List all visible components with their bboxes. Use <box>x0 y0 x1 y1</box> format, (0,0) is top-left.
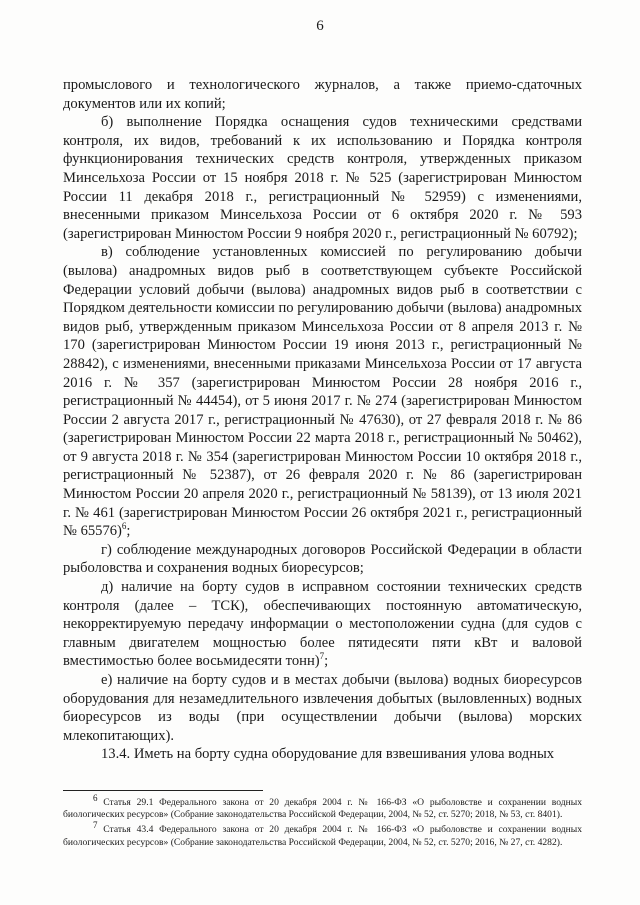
paragraph-v-tail: ; <box>126 523 131 540</box>
body-text <box>63 76 582 764</box>
paragraph-d-text: д) наличие на борту судов в исправном состоянии технических средств контроля (далее – ТСК), обеспечивающих постоянную автоматическую, некорректируемую передачу информации о местоположении судна (для судов с главным двигателем мощностью более пятидесяти пяти кВт и валовой вместимостью более восьмидесяти тонн) <box>63 579 582 670</box>
footnote-6-text: Статья 29.1 Федерального закона от 20 декабря 2004 г. № 166-ФЗ «О рыболовстве и сохранении водных биологических ресурсов» (Собрание законодательства Российской Федерации, 2004, № 52, ст. 5270; 2018, № 53, ст. 8401). <box>63 797 582 821</box>
footnote-ref-7[interactable]: 7 <box>319 651 325 662</box>
footnote-mark-7: 7 <box>93 820 98 831</box>
paragraph-b: б) выполнение Порядка оснащения судов техническими средствами контроля, их видов, требований к их использованию и Порядка контроля функционирования технических средств контроля, утвержденных приказом Минсельхоза России от 15 ноября 2018 г. № 525 (зарегистрирован Минюстом России 11 декабря 2018 г., регистрационный № 52959) с изменениями, внесенными приказом Минсельхоза России от 6 октября 2020 г. № 593 (зарегистрирован Минюстом России 9 ноября 2020 г., регистрационный № 60792); <box>63 114 582 242</box>
footnotes <box>63 792 582 852</box>
paragraph-g: г) соблюдение международных договоров Российской Федерации в области рыболовства и сохранения водных биоресурсов; <box>63 541 582 577</box>
page-number: 6 <box>316 18 324 34</box>
paragraph-13-4: 13.4. Иметь на борту судна оборудование для взвешивания улова водных <box>101 746 555 763</box>
paragraph-continuation: промыслового и технологического журналов, а также приемо-сдаточных документов или их копий; <box>63 77 582 112</box>
paragraph-v-text: в) соблюдение установленных комиссией по регулированию добычи (вылова) анадромных видов рыб в соответствующем субъекте Российской Федерации условий добычи (вылова) анадромных видов рыб в соответствии с Порядком деятельности комиссии по регулированию добычи (вылова) анадромных видов рыб, утвержденным приказом Минсельхоза России от 8 апреля 2013 г. № 170 (зарегистрирован Минюстом России 19 июня 2013 г., регистрационный № 28842), с изменениями, внесенными приказами Минсельхоза России от 17 августа 2016 г. № 357 (зарегистрирован Минюстом России 28 ноября 2016 г., регистрационный № 44454), от 5 июня 2017 г. № 274 (зарегистрирован Минюстом России 2 августа 2017 г., регистрационный № 47630), от 27 февраля 2018 г. № 86 (зарегистрирован Минюстом России 22 марта 2018 г., регистрационный № 50462), от 9 августа 2018 г. № 354 (зарегистрирован Минюстом России 10 октября 2018 г., регистрационный № 52387), от 26 февраля 2020 г. № 86 (зарегистрирован Минюстом России 20 апреля 2020 г., регистрационный № 58139), от 13 июля 2021 г. № 461 (зарегистрирован Минюстом России 26 октября 2021 г., регистрационный № 65576) <box>63 244 582 540</box>
paragraph-d <box>63 578 582 671</box>
paragraph-v <box>63 243 582 541</box>
footnote-divider <box>63 790 263 791</box>
footnote-6 <box>63 792 582 821</box>
footnote-mark-6: 6 <box>93 792 98 803</box>
paragraph-d-tail: ; <box>324 653 329 670</box>
footnote-ref-6[interactable]: 6 <box>121 521 127 532</box>
paragraph-e: е) наличие на борту судов и в местах добычи (вылова) водных биоресурсов оборудования для незамедлительного извлечения добытых (выловленных) водных биоресурсов из воды (при осуществлении добычи (вылова) морских млекопитающих). <box>63 672 582 744</box>
footnote-7-text: Статья 43.4 Федерального закона от 20 декабря 2004 г. № 166-ФЗ «О рыболовстве и сохранении водных биологических ресурсов» (Собрание законодательства Российской Федерации, 2004, № 52, ст. 5270; 2016, № 27, ст. 4282). <box>63 824 582 848</box>
footnote-7 <box>63 820 582 848</box>
